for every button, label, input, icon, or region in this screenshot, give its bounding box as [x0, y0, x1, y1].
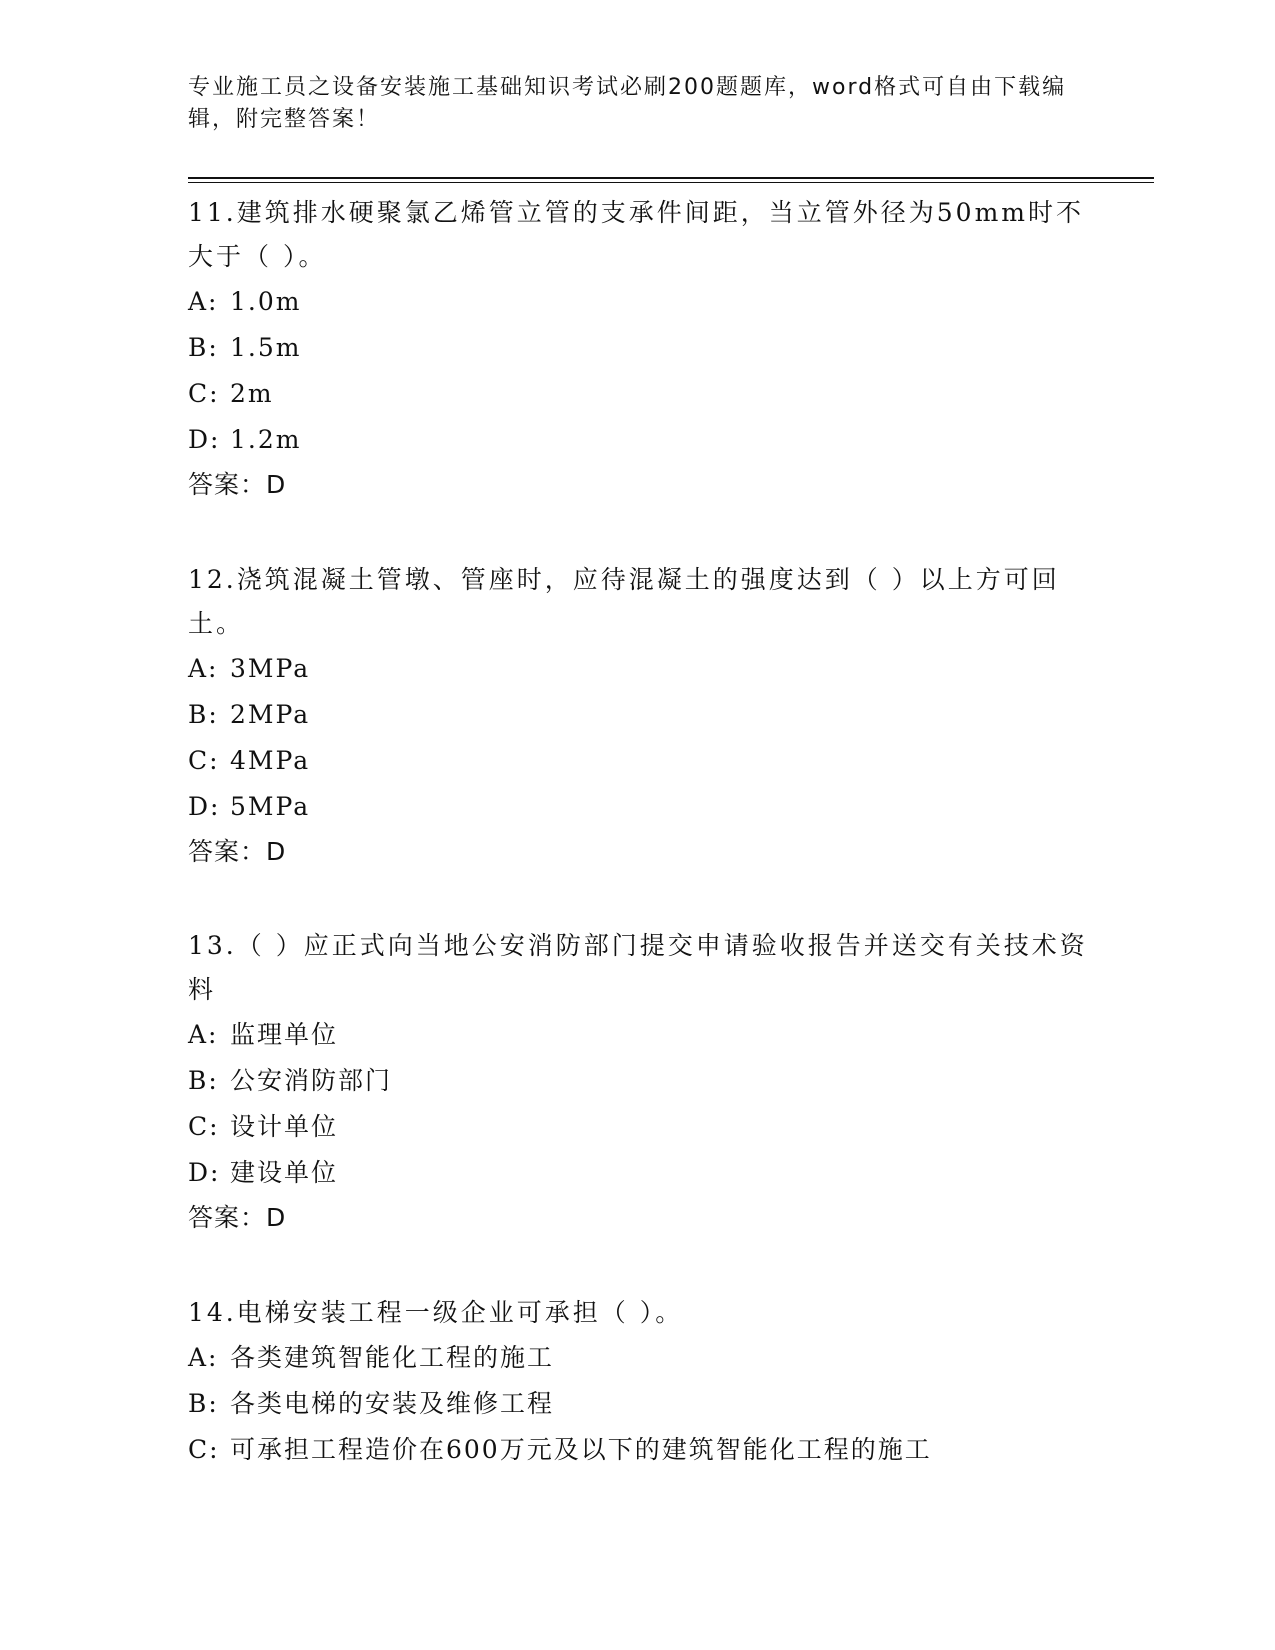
question-stem: 12.浇筑混凝土管墩、管座时，应待混凝土的强度达到（ ）以上方可回土。 — [188, 565, 1060, 638]
question-stem: 14.电梯安装工程一级企业可承担（ ）。 — [188, 1298, 684, 1327]
option-a — [188, 1012, 1088, 1058]
question-stem: 13.（ ）应正式向当地公安消防部门提交申请验收报告并送交有关技术资料 — [188, 931, 1088, 1004]
option-a — [188, 1335, 1088, 1381]
option-text: 1.2m — [230, 425, 302, 454]
question-13 — [188, 923, 1088, 1240]
option-key: A: — [188, 654, 219, 683]
option-key: D: — [188, 425, 221, 454]
option-key: A: — [188, 1343, 219, 1372]
option-c — [188, 738, 1088, 784]
option-text: 5MPa — [230, 792, 311, 821]
question-12 — [188, 557, 1088, 874]
option-a — [188, 279, 1088, 325]
option-text: 3MPa — [230, 654, 311, 683]
option-text: 公安消防部门 — [230, 1066, 393, 1095]
option-key: D: — [188, 792, 221, 821]
option-b — [188, 1381, 1088, 1427]
question-stem: 11.建筑排水硬聚氯乙烯管立管的支承件间距，当立管外径为50mm时不大于（ ）。 — [188, 198, 1084, 271]
option-a — [188, 646, 1088, 692]
document-header — [188, 72, 1088, 136]
option-key: B: — [188, 1066, 219, 1095]
question-14 — [188, 1290, 1088, 1473]
option-key: C: — [188, 746, 220, 775]
option-text: 可承担工程造价在600万元及以下的建筑智能化工程的施工 — [230, 1435, 932, 1464]
option-key: C: — [188, 379, 220, 408]
answer-line: 答案：D — [188, 470, 287, 499]
header-title: 专业施工员之设备安装施工基础知识考试必刷200题题库，word格式可自由下载编辑，附完整答案！ — [188, 75, 1067, 132]
answer-line: 答案：D — [188, 1203, 287, 1232]
option-text: 2m — [230, 379, 274, 408]
option-text: 建设单位 — [230, 1158, 339, 1187]
option-b — [188, 692, 1088, 738]
option-text: 监理单位 — [230, 1020, 339, 1049]
option-key: A: — [188, 287, 219, 316]
option-text: 1.5m — [230, 333, 302, 362]
option-text: 4MPa — [230, 746, 311, 775]
option-c — [188, 1427, 1088, 1473]
option-key: A: — [188, 1020, 219, 1049]
option-text: 设计单位 — [230, 1112, 339, 1141]
option-b — [188, 1058, 1088, 1104]
option-text: 各类电梯的安装及维修工程 — [230, 1389, 555, 1418]
option-c — [188, 1104, 1088, 1150]
option-d — [188, 1150, 1088, 1196]
option-key: C: — [188, 1435, 220, 1464]
header-divider-thick — [188, 177, 1154, 179]
option-key: B: — [188, 333, 219, 362]
option-key: D: — [188, 1158, 221, 1187]
header-divider-thin — [188, 182, 1154, 183]
answer-line: 答案：D — [188, 837, 287, 866]
option-text: 1.0m — [230, 287, 302, 316]
option-b — [188, 325, 1088, 371]
option-d — [188, 784, 1088, 830]
option-text: 2MPa — [230, 700, 311, 729]
option-key: B: — [188, 700, 219, 729]
option-c — [188, 371, 1088, 417]
option-text: 各类建筑智能化工程的施工 — [230, 1343, 555, 1372]
question-11 — [188, 190, 1088, 507]
option-d — [188, 417, 1088, 463]
option-key: B: — [188, 1389, 219, 1418]
option-key: C: — [188, 1112, 220, 1141]
